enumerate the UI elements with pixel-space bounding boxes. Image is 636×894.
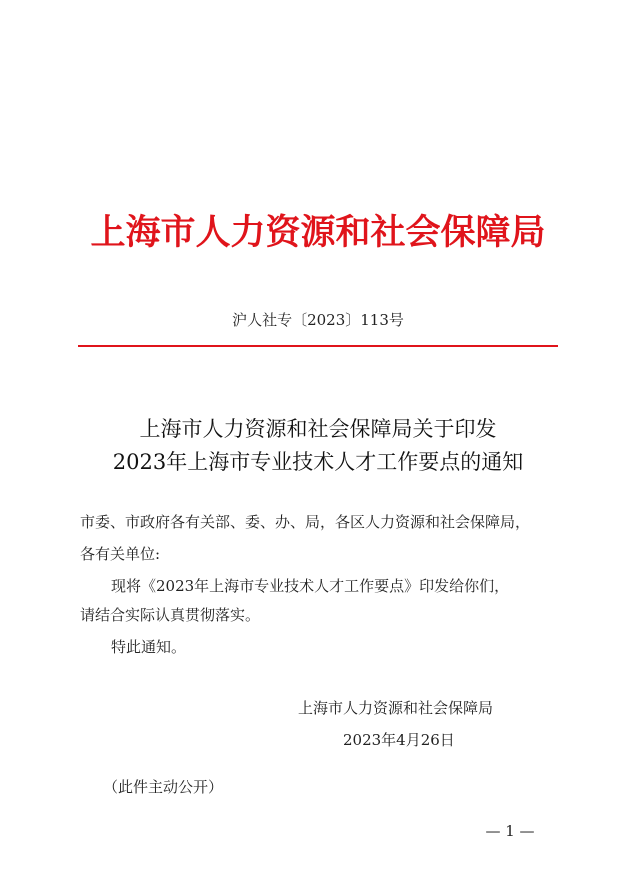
addressee-line1: 市委、市政府各有关部、委、办、局，各区人力资源和社会保障局， xyxy=(80,513,531,531)
signature-issuer: 上海市人力资源和社会保障局 xyxy=(298,699,494,717)
paragraph1-line1: 现将《2023年上海市专业技术人才工作要点》印发给你们， xyxy=(111,577,510,595)
page-number: — 1 — xyxy=(485,822,535,840)
signature-date: 2023年4月26日 xyxy=(343,731,455,749)
document-title-line1: 上海市人力资源和社会保障局关于印发 xyxy=(139,417,497,441)
document-number: 沪人社专〔2023〕113号 xyxy=(232,311,404,329)
document-title-line2: 2023年上海市专业技术人才工作要点的通知 xyxy=(112,450,524,474)
addressee-line2: 各有关单位: xyxy=(80,545,161,563)
disclosure-note: （此件主动公开） xyxy=(103,778,224,796)
red-divider-line xyxy=(78,345,558,347)
paragraph1-line2: 请结合实际认真贯彻落实。 xyxy=(80,606,261,624)
issuer-header: 上海市人力资源和社会保障局 xyxy=(90,212,546,253)
closing-paragraph: 特此通知。 xyxy=(111,638,187,656)
